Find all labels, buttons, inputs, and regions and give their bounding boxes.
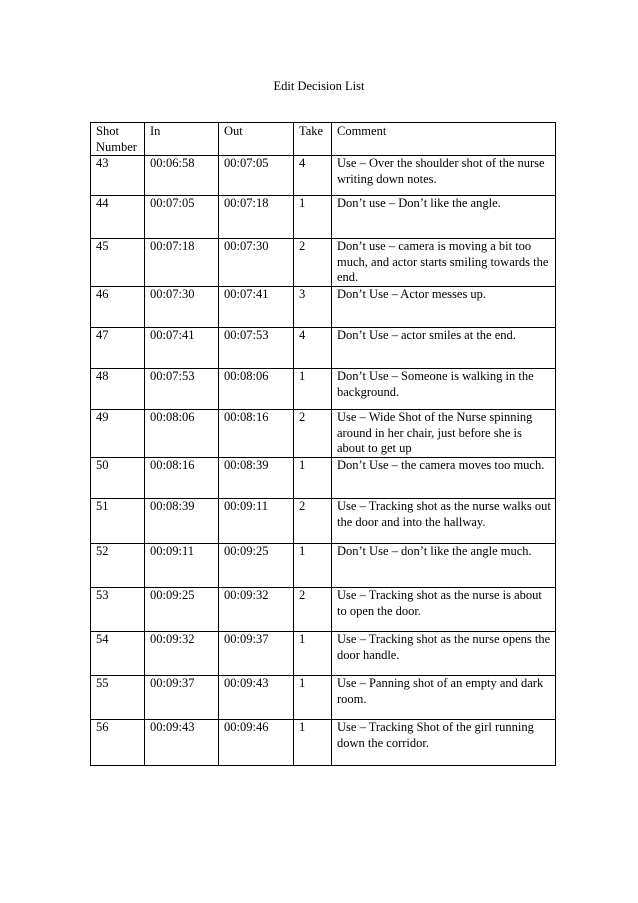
cell-take: 1 bbox=[294, 458, 332, 499]
cell-in: 00:09:11 bbox=[145, 544, 219, 588]
cell-take: 4 bbox=[294, 156, 332, 196]
table-row bbox=[91, 196, 556, 239]
table-row bbox=[91, 588, 556, 632]
cell-shot: 51 bbox=[91, 499, 145, 544]
table-row bbox=[91, 544, 556, 588]
cell-shot: 56 bbox=[91, 720, 145, 766]
cell-out: 00:07:41 bbox=[219, 287, 294, 328]
table-row bbox=[91, 369, 556, 410]
cell-in: 00:08:16 bbox=[145, 458, 219, 499]
cell-comment: Don’t use – camera is moving a bit too much, and actor starts smiling towards the end. bbox=[332, 239, 556, 287]
cell-comment: Don’t Use – Someone is walking in the background. bbox=[332, 369, 556, 410]
table-row bbox=[91, 499, 556, 544]
cell-comment: Use – Panning shot of an empty and dark room. bbox=[332, 676, 556, 720]
cell-comment: Don’t Use – the camera moves too much. bbox=[332, 458, 556, 499]
cell-out: 00:09:25 bbox=[219, 544, 294, 588]
cell-in: 00:07:05 bbox=[145, 196, 219, 239]
cell-out: 00:07:05 bbox=[219, 156, 294, 196]
cell-shot: 55 bbox=[91, 676, 145, 720]
cell-comment: Use – Tracking shot as the nurse is about to open the door. bbox=[332, 588, 556, 632]
cell-out: 00:07:18 bbox=[219, 196, 294, 239]
edit-decision-table bbox=[90, 122, 556, 766]
cell-comment: Use – Tracking shot as the nurse walks out the door and into the hallway. bbox=[332, 499, 556, 544]
cell-take: 2 bbox=[294, 499, 332, 544]
cell-out: 00:08:39 bbox=[219, 458, 294, 499]
table-row bbox=[91, 632, 556, 676]
cell-shot: 44 bbox=[91, 196, 145, 239]
header-in: In bbox=[145, 123, 219, 156]
cell-take: 3 bbox=[294, 287, 332, 328]
header-take: Take bbox=[294, 123, 332, 156]
cell-comment: Use – Over the shoulder shot of the nurse writing down notes. bbox=[332, 156, 556, 196]
cell-in: 00:07:18 bbox=[145, 239, 219, 287]
table-row bbox=[91, 328, 556, 369]
cell-take: 1 bbox=[294, 196, 332, 239]
table-row bbox=[91, 287, 556, 328]
cell-in: 00:08:06 bbox=[145, 410, 219, 458]
table-header-row bbox=[91, 123, 556, 156]
cell-comment: Use – Wide Shot of the Nurse spinning around in her chair, just before she is about to get up bbox=[332, 410, 556, 458]
cell-take: 4 bbox=[294, 328, 332, 369]
cell-in: 00:09:32 bbox=[145, 632, 219, 676]
cell-out: 00:07:53 bbox=[219, 328, 294, 369]
cell-shot: 53 bbox=[91, 588, 145, 632]
cell-in: 00:08:39 bbox=[145, 499, 219, 544]
cell-shot: 46 bbox=[91, 287, 145, 328]
cell-out: 00:08:06 bbox=[219, 369, 294, 410]
table-row bbox=[91, 239, 556, 287]
cell-out: 00:09:32 bbox=[219, 588, 294, 632]
cell-out: 00:09:37 bbox=[219, 632, 294, 676]
cell-shot: 47 bbox=[91, 328, 145, 369]
cell-out: 00:08:16 bbox=[219, 410, 294, 458]
cell-shot: 54 bbox=[91, 632, 145, 676]
table-row bbox=[91, 720, 556, 766]
cell-comment: Don’t Use – Actor messes up. bbox=[332, 287, 556, 328]
cell-shot: 45 bbox=[91, 239, 145, 287]
table-row bbox=[91, 410, 556, 458]
cell-take: 2 bbox=[294, 410, 332, 458]
cell-shot: 52 bbox=[91, 544, 145, 588]
cell-take: 1 bbox=[294, 676, 332, 720]
cell-in: 00:07:41 bbox=[145, 328, 219, 369]
cell-out: 00:07:30 bbox=[219, 239, 294, 287]
cell-take: 1 bbox=[294, 369, 332, 410]
cell-comment: Don’t Use – actor smiles at the end. bbox=[332, 328, 556, 369]
document-title: Edit Decision List bbox=[273, 79, 365, 93]
cell-in: 00:09:37 bbox=[145, 676, 219, 720]
table-row bbox=[91, 156, 556, 196]
table-row bbox=[91, 676, 556, 720]
cell-in: 00:07:53 bbox=[145, 369, 219, 410]
cell-comment: Use – Tracking shot as the nurse opens the door handle. bbox=[332, 632, 556, 676]
cell-take: 1 bbox=[294, 720, 332, 766]
cell-in: 00:09:43 bbox=[145, 720, 219, 766]
cell-comment: Use – Tracking Shot of the girl running down the corridor. bbox=[332, 720, 556, 766]
cell-take: 2 bbox=[294, 588, 332, 632]
cell-comment: Don’t use – Don’t like the angle. bbox=[332, 196, 556, 239]
cell-shot: 50 bbox=[91, 458, 145, 499]
header-out: Out bbox=[219, 123, 294, 156]
cell-in: 00:09:25 bbox=[145, 588, 219, 632]
cell-in: 00:06:58 bbox=[145, 156, 219, 196]
cell-take: 1 bbox=[294, 632, 332, 676]
cell-out: 00:09:11 bbox=[219, 499, 294, 544]
table-row bbox=[91, 458, 556, 499]
cell-take: 1 bbox=[294, 544, 332, 588]
cell-shot: 49 bbox=[91, 410, 145, 458]
cell-take: 2 bbox=[294, 239, 332, 287]
cell-in: 00:07:30 bbox=[145, 287, 219, 328]
header-comment: Comment bbox=[332, 123, 556, 156]
cell-shot: 48 bbox=[91, 369, 145, 410]
header-shot-number: Shot Number bbox=[91, 123, 145, 156]
cell-shot: 43 bbox=[91, 156, 145, 196]
cell-comment: Don’t Use – don’t like the angle much. bbox=[332, 544, 556, 588]
cell-out: 00:09:46 bbox=[219, 720, 294, 766]
cell-out: 00:09:43 bbox=[219, 676, 294, 720]
